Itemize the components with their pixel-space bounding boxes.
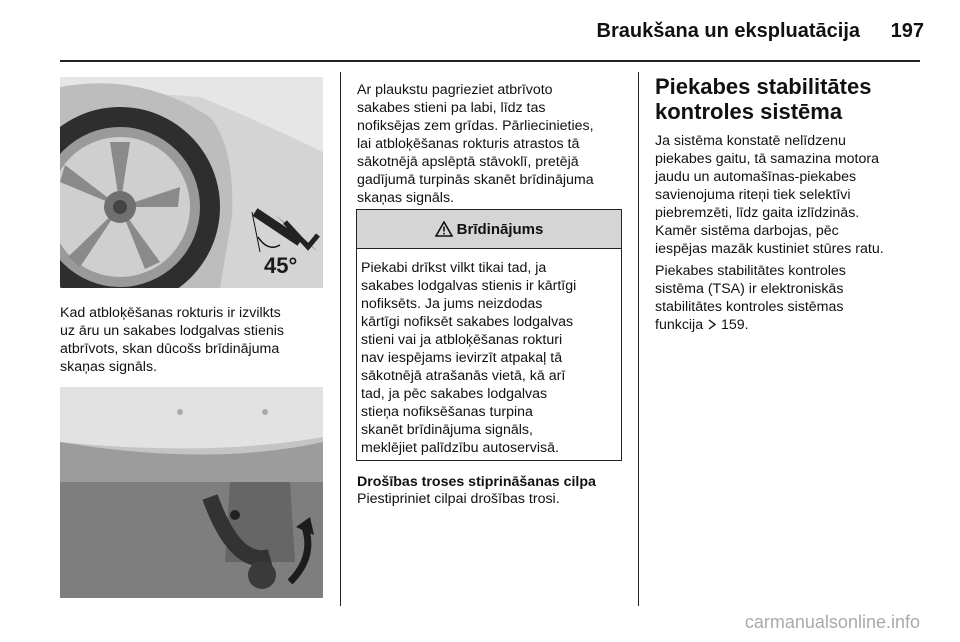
text-line: stabilitātes kontroles sistēmas <box>655 299 844 315</box>
text-line: nofiksēts. Ja jums neizdodas <box>361 296 543 312</box>
footer-watermark: carmanualsonline.info <box>744 612 920 632</box>
text-line: stieņa nofiksēšanas turpina <box>361 404 533 420</box>
text-line: Piekabes stabilitātes kontroles <box>655 263 846 279</box>
col2-paragraph <box>357 81 627 207</box>
text-line: sākotnējā atrašanās vietā, kā arī <box>361 368 566 384</box>
towbar-illustration <box>60 387 323 598</box>
text-line: meklējiet palīdzību autoservisā. <box>361 440 559 456</box>
text-line: sakabes lodgalvas stienis ir kārtīgi <box>361 278 577 294</box>
text-line: atbrīvots, skan dūcošs brīdinājuma <box>60 341 280 357</box>
text-line: piebremzēti, līdz gaita izlīdzinās. <box>655 205 860 221</box>
page-reference-arrow-icon <box>707 319 717 330</box>
text-line: piekabes gaitu, tā samazina motora <box>655 151 879 167</box>
column-divider-1 <box>340 72 341 606</box>
page-reference-link[interactable]: 159. <box>721 317 749 333</box>
text-line: savienojuma riteņi tiek selektīvi <box>655 187 851 203</box>
warning-header <box>357 210 621 249</box>
text-line: nav iespējams ievirzīt atpakaļ tā <box>361 350 563 366</box>
safety-cable-subheading: Drošības troses stiprināšanas cilpa <box>357 474 596 490</box>
warning-triangle-icon <box>435 221 453 237</box>
warning-text <box>357 249 621 457</box>
col3-paragraph-2 <box>655 262 925 334</box>
page-number: 197 <box>890 20 924 42</box>
text-line: nofiksējas zem grīdas. Pārliecinieties, <box>357 118 594 134</box>
text-line: jaudu un automašīnas-piekabes <box>655 169 857 185</box>
figure-wheel-release-handle <box>60 77 323 288</box>
text-line: stieni vai ja atbloķēšanas rokturi <box>361 332 563 348</box>
column-divider-2 <box>638 72 639 606</box>
text-line: uz āru un sakabes lodgalvas stienis <box>60 323 284 339</box>
text-line: iespējas mazāk kustiniet stūres ratu. <box>655 241 884 257</box>
text-line: kārtīgi nofiksēt sakabes lodgalvas <box>361 314 574 330</box>
text-line: tad, ja pēc sakabes lodgalvas <box>361 386 548 402</box>
text-line: skaņas signāls. <box>357 190 454 206</box>
safety-cable-text: Piestipriniet cilpai drošības trosi. <box>357 491 560 507</box>
col3-paragraph-1 <box>655 132 925 258</box>
warning-box <box>356 209 622 461</box>
header-rule <box>60 60 920 62</box>
heading-line: Piekabes stabilitātes <box>655 74 872 99</box>
page-header-title: Braukšana un ekspluatācija <box>596 20 860 42</box>
text-fragment: funkcija <box>655 317 704 333</box>
text-line <box>655 316 925 334</box>
text-line: Ar plaukstu pagrieziet atbrīvoto <box>357 82 553 98</box>
text-line: sakabes stieni pa labi, līdz tas <box>357 100 546 116</box>
text-line: sākotnējā apslēptā stāvoklī, pretējā <box>357 154 579 170</box>
warning-title: Brīdinājums <box>456 220 544 238</box>
text-line: Kamēr sistēma darbojas, pēc <box>655 223 839 239</box>
angle-label: 45° <box>264 253 298 278</box>
section-heading <box>655 74 915 124</box>
text-line: gadījumā turpinās skanēt brīdinājuma <box>357 172 594 188</box>
heading-line: kontroles sistēma <box>655 99 843 124</box>
text-line: Ja sistēma konstatē nelīdzenu <box>655 133 846 149</box>
text-line: Piekabi drīkst vilkt tikai tad, ja <box>361 260 547 276</box>
text-line: sistēma (TSA) ir elektroniskās <box>655 281 844 297</box>
col1-paragraph <box>60 304 335 376</box>
wheel-illustration <box>60 77 323 288</box>
text-line: skaņas signāls. <box>60 359 157 375</box>
text-line: skanēt brīdinājuma signāls, <box>361 422 533 438</box>
figure-towbar-rotation <box>60 387 323 598</box>
text-line: Kad atbloķēšanas rokturis ir izvilkts <box>60 305 281 321</box>
text-line: lai atbloķēšanas rokturis atrastos tā <box>357 136 580 152</box>
